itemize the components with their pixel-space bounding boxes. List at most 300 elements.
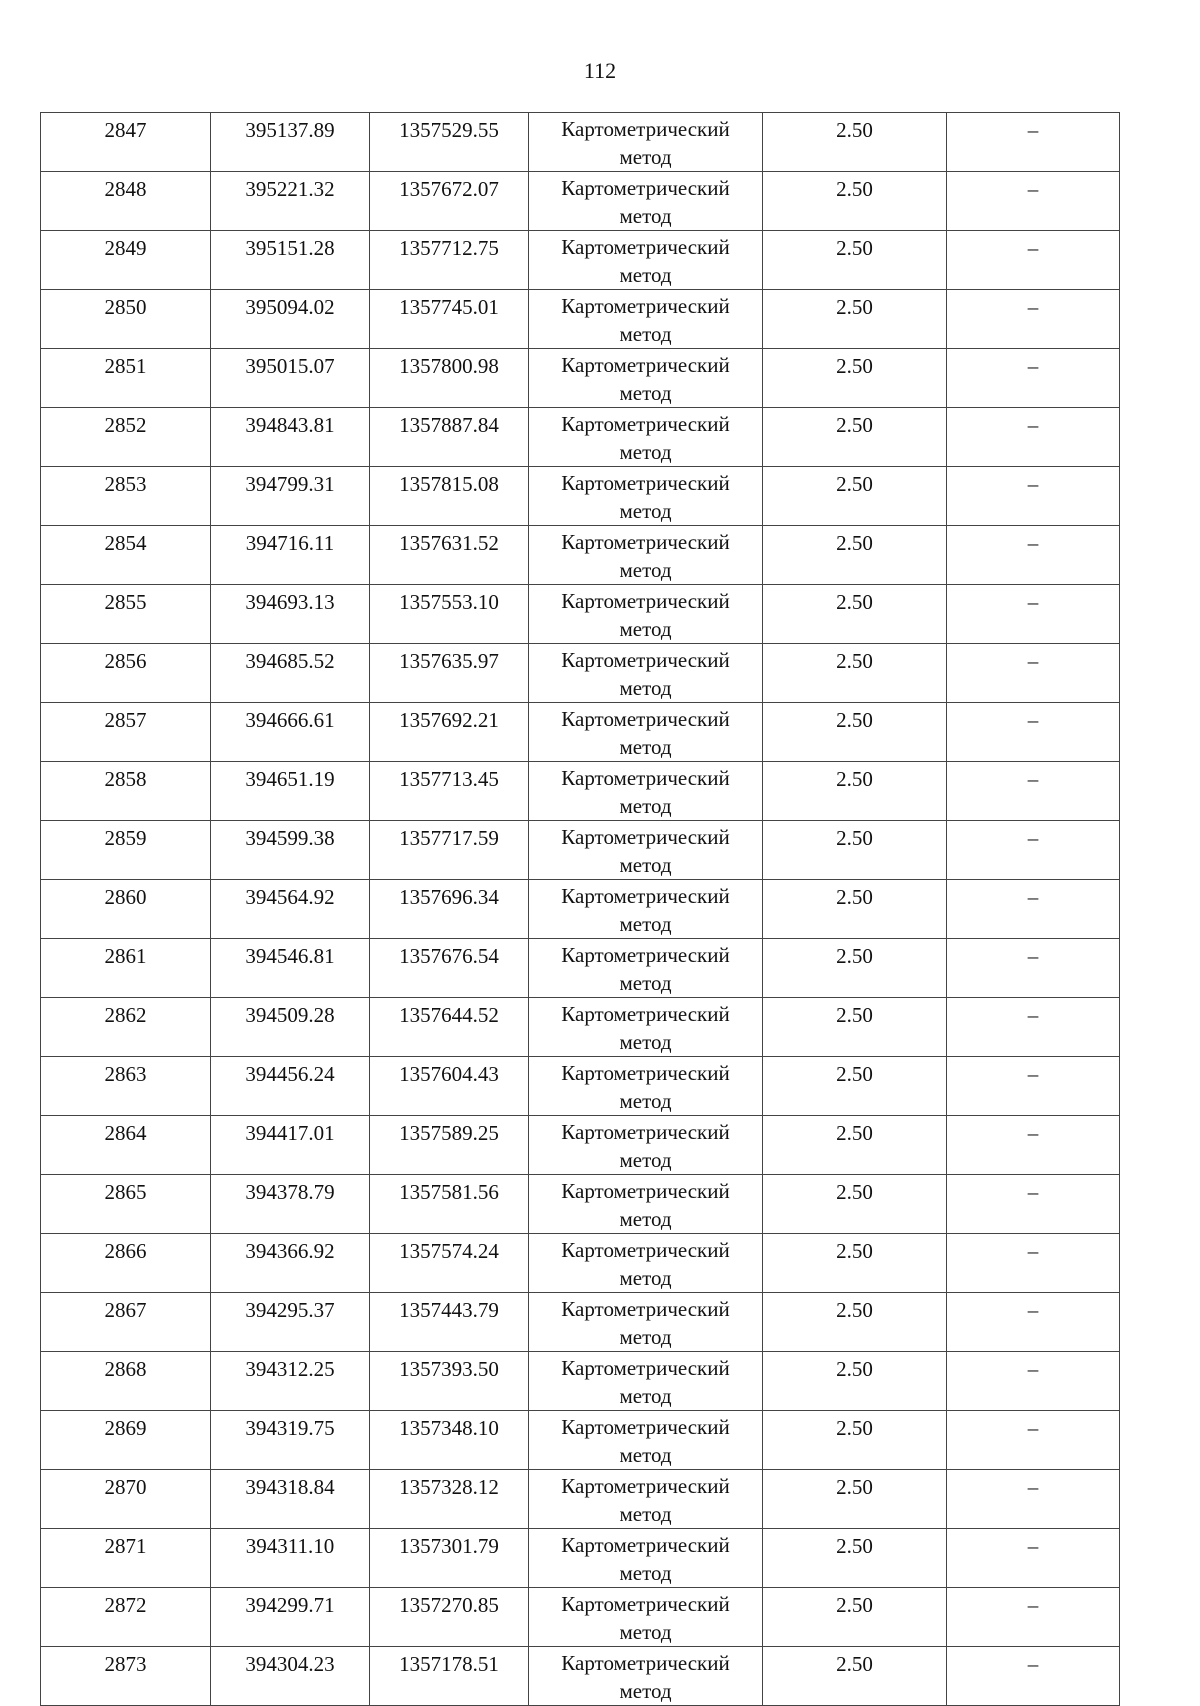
note-cell (947, 1529, 1120, 1588)
note-cell (947, 821, 1120, 880)
point-number-cell (41, 1411, 211, 1470)
method-cell (529, 349, 763, 408)
note-cell (947, 1647, 1120, 1706)
accuracy-cell (763, 1352, 947, 1411)
point-number-text: 2858 (104, 767, 147, 791)
method-cell (529, 1057, 763, 1116)
method-cell (529, 1293, 763, 1352)
y-coordinate-text: 1357270.85 (399, 1593, 499, 1617)
x-coordinate-text: 394456.24 (245, 1062, 335, 1086)
note-text: – (1027, 944, 1039, 968)
method-line-2: метод (619, 676, 672, 700)
note-text: – (1027, 531, 1039, 555)
point-number-text: 2857 (104, 708, 147, 732)
page-number: 112 (583, 58, 617, 83)
table-row (41, 939, 1120, 998)
method-line-1: Картометрический (561, 1651, 730, 1675)
table-row (41, 408, 1120, 467)
x-coordinate-cell (211, 1470, 370, 1529)
note-cell (947, 703, 1120, 762)
method-line-1: Картометрический (561, 117, 730, 141)
x-coordinate-cell (211, 1234, 370, 1293)
accuracy-cell (763, 585, 947, 644)
y-coordinate-cell (370, 1647, 529, 1706)
accuracy-cell (763, 1411, 947, 1470)
method-line-1: Картометрический (561, 766, 730, 790)
y-coordinate-cell (370, 1529, 529, 1588)
y-coordinate-text: 1357887.84 (399, 413, 499, 437)
point-number-cell (41, 703, 211, 762)
accuracy-text: 2.50 (836, 649, 873, 673)
method-line-2: метод (619, 1384, 672, 1408)
note-cell (947, 585, 1120, 644)
x-coordinate-text: 394366.92 (245, 1239, 335, 1263)
method-cell (529, 1116, 763, 1175)
accuracy-cell (763, 349, 947, 408)
method-line-1: Картометрический (561, 943, 730, 967)
table-row (41, 762, 1120, 821)
accuracy-cell (763, 939, 947, 998)
y-coordinate-cell (370, 821, 529, 880)
accuracy-cell (763, 880, 947, 939)
y-coordinate-text: 1357644.52 (399, 1003, 499, 1027)
x-coordinate-cell (211, 1411, 370, 1470)
x-coordinate-text: 394651.19 (245, 767, 335, 791)
method-line-1: Картометрический (561, 294, 730, 318)
point-number-cell (41, 939, 211, 998)
note-text: – (1027, 649, 1039, 673)
method-line-1: Картометрический (561, 1592, 730, 1616)
y-coordinate-text: 1357604.43 (399, 1062, 499, 1086)
point-number-cell (41, 1470, 211, 1529)
x-coordinate-cell (211, 1529, 370, 1588)
y-coordinate-text: 1357581.56 (399, 1180, 499, 1204)
accuracy-cell (763, 231, 947, 290)
x-coordinate-text: 394295.37 (245, 1298, 335, 1322)
x-coordinate-text: 394716.11 (245, 531, 335, 555)
method-line-1: Картометрический (561, 1061, 730, 1085)
table-row (41, 1175, 1120, 1234)
y-coordinate-cell (370, 880, 529, 939)
x-coordinate-cell (211, 172, 370, 231)
point-number-cell (41, 231, 211, 290)
note-text: – (1027, 826, 1039, 850)
accuracy-text: 2.50 (836, 1357, 873, 1381)
x-coordinate-cell (211, 349, 370, 408)
accuracy-text: 2.50 (836, 826, 873, 850)
x-coordinate-cell (211, 762, 370, 821)
method-line-2: метод (619, 1030, 672, 1054)
y-coordinate-cell (370, 113, 529, 172)
method-line-2: метод (619, 558, 672, 582)
table-row (41, 1588, 1120, 1647)
point-number-text: 2872 (104, 1593, 147, 1617)
y-coordinate-text: 1357178.51 (399, 1652, 499, 1676)
method-line-1: Картометрический (561, 589, 730, 613)
accuracy-cell (763, 1470, 947, 1529)
method-line-2: метод (619, 322, 672, 346)
method-cell (529, 526, 763, 585)
note-cell (947, 998, 1120, 1057)
note-text: – (1027, 413, 1039, 437)
y-coordinate-cell (370, 231, 529, 290)
method-cell (529, 880, 763, 939)
y-coordinate-text: 1357574.24 (399, 1239, 499, 1263)
point-number-cell (41, 290, 211, 349)
y-coordinate-text: 1357745.01 (399, 295, 499, 319)
table-row (41, 880, 1120, 939)
accuracy-cell (763, 1529, 947, 1588)
accuracy-text: 2.50 (836, 1180, 873, 1204)
x-coordinate-text: 394546.81 (245, 944, 335, 968)
accuracy-text: 2.50 (836, 236, 873, 260)
y-coordinate-cell (370, 1293, 529, 1352)
point-number-cell (41, 1588, 211, 1647)
table-row (41, 349, 1120, 408)
y-coordinate-text: 1357672.07 (399, 177, 499, 201)
accuracy-text: 2.50 (836, 531, 873, 555)
note-cell (947, 113, 1120, 172)
note-cell (947, 1411, 1120, 1470)
table-row (41, 998, 1120, 1057)
y-coordinate-cell (370, 998, 529, 1057)
method-line-1: Картометрический (561, 1120, 730, 1144)
table-row (41, 467, 1120, 526)
method-line-2: метод (619, 971, 672, 995)
note-cell (947, 231, 1120, 290)
x-coordinate-text: 395151.28 (245, 236, 335, 260)
point-number-cell (41, 880, 211, 939)
y-coordinate-text: 1357676.54 (399, 944, 499, 968)
x-coordinate-cell (211, 1293, 370, 1352)
point-number-text: 2856 (104, 649, 147, 673)
y-coordinate-text: 1357589.25 (399, 1121, 499, 1145)
x-coordinate-text: 394378.79 (245, 1180, 335, 1204)
x-coordinate-text: 395015.07 (245, 354, 335, 378)
point-number-cell (41, 408, 211, 467)
y-coordinate-cell (370, 1411, 529, 1470)
y-coordinate-text: 1357553.10 (399, 590, 499, 614)
accuracy-cell (763, 1057, 947, 1116)
note-text: – (1027, 1298, 1039, 1322)
y-coordinate-text: 1357712.75 (399, 236, 499, 260)
accuracy-text: 2.50 (836, 177, 873, 201)
method-cell (529, 1588, 763, 1647)
method-line-2: метод (619, 440, 672, 464)
note-text: – (1027, 708, 1039, 732)
method-line-2: метод (619, 1561, 672, 1585)
y-coordinate-cell (370, 408, 529, 467)
method-line-1: Картометрический (561, 648, 730, 672)
coordinates-table-body (41, 113, 1120, 1706)
method-cell (529, 1647, 763, 1706)
method-cell (529, 644, 763, 703)
x-coordinate-text: 394843.81 (245, 413, 335, 437)
x-coordinate-text: 394304.23 (245, 1652, 335, 1676)
note-text: – (1027, 1593, 1039, 1617)
note-cell (947, 526, 1120, 585)
point-number-cell (41, 1293, 211, 1352)
method-line-1: Картометрический (561, 471, 730, 495)
accuracy-cell (763, 644, 947, 703)
x-coordinate-text: 394417.01 (245, 1121, 335, 1145)
point-number-text: 2864 (104, 1121, 147, 1145)
note-cell (947, 290, 1120, 349)
accuracy-cell (763, 762, 947, 821)
x-coordinate-cell (211, 113, 370, 172)
method-cell (529, 585, 763, 644)
point-number-text: 2848 (104, 177, 147, 201)
table-row (41, 231, 1120, 290)
point-number-text: 2862 (104, 1003, 147, 1027)
method-line-1: Картометрический (561, 1179, 730, 1203)
method-cell (529, 231, 763, 290)
x-coordinate-text: 395221.32 (245, 177, 335, 201)
note-text: – (1027, 885, 1039, 909)
note-text: – (1027, 236, 1039, 260)
method-line-2: метод (619, 912, 672, 936)
table-row (41, 1057, 1120, 1116)
method-line-2: метод (619, 1502, 672, 1526)
y-coordinate-cell (370, 1588, 529, 1647)
x-coordinate-cell (211, 1352, 370, 1411)
y-coordinate-text: 1357696.34 (399, 885, 499, 909)
y-coordinate-text: 1357301.79 (399, 1534, 499, 1558)
y-coordinate-cell (370, 1057, 529, 1116)
x-coordinate-cell (211, 1116, 370, 1175)
accuracy-text: 2.50 (836, 1652, 873, 1676)
accuracy-cell (763, 1234, 947, 1293)
accuracy-cell (763, 467, 947, 526)
x-coordinate-text: 395094.02 (245, 295, 335, 319)
accuracy-text: 2.50 (836, 1003, 873, 1027)
point-number-text: 2849 (104, 236, 147, 260)
x-coordinate-text: 394319.75 (245, 1416, 335, 1440)
table-row (41, 1411, 1120, 1470)
accuracy-text: 2.50 (836, 885, 873, 909)
x-coordinate-cell (211, 821, 370, 880)
method-line-1: Картометрический (561, 1002, 730, 1026)
point-number-text: 2865 (104, 1180, 147, 1204)
x-coordinate-text: 394318.84 (245, 1475, 335, 1499)
note-text: – (1027, 1416, 1039, 1440)
note-cell (947, 172, 1120, 231)
note-cell (947, 1588, 1120, 1647)
point-number-text: 2870 (104, 1475, 147, 1499)
accuracy-text: 2.50 (836, 1416, 873, 1440)
method-cell (529, 467, 763, 526)
method-line-2: метод (619, 1443, 672, 1467)
method-line-1: Картометрический (561, 1533, 730, 1557)
method-cell (529, 821, 763, 880)
table-row (41, 1470, 1120, 1529)
y-coordinate-text: 1357717.59 (399, 826, 499, 850)
note-text: – (1027, 1180, 1039, 1204)
point-number-text: 2869 (104, 1416, 147, 1440)
method-cell (529, 1175, 763, 1234)
accuracy-text: 2.50 (836, 1593, 873, 1617)
method-cell (529, 290, 763, 349)
note-text: – (1027, 767, 1039, 791)
accuracy-cell (763, 821, 947, 880)
method-line-2: метод (619, 1148, 672, 1172)
table-row (41, 821, 1120, 880)
x-coordinate-cell (211, 939, 370, 998)
note-text: – (1027, 118, 1039, 142)
method-cell (529, 1352, 763, 1411)
point-number-cell (41, 821, 211, 880)
method-line-2: метод (619, 1266, 672, 1290)
y-coordinate-cell (370, 1234, 529, 1293)
accuracy-text: 2.50 (836, 1298, 873, 1322)
x-coordinate-cell (211, 467, 370, 526)
method-cell (529, 1529, 763, 1588)
accuracy-text: 2.50 (836, 944, 873, 968)
accuracy-cell (763, 1293, 947, 1352)
y-coordinate-cell (370, 644, 529, 703)
method-cell (529, 113, 763, 172)
point-number-text: 2854 (104, 531, 147, 555)
y-coordinate-cell (370, 939, 529, 998)
table-row (41, 644, 1120, 703)
y-coordinate-text: 1357348.10 (399, 1416, 499, 1440)
accuracy-cell (763, 408, 947, 467)
note-cell (947, 1470, 1120, 1529)
note-text: – (1027, 1121, 1039, 1145)
coordinates-table (40, 112, 1120, 1706)
point-number-cell (41, 113, 211, 172)
point-number-text: 2852 (104, 413, 147, 437)
note-text: – (1027, 1652, 1039, 1676)
x-coordinate-text: 394311.10 (245, 1534, 335, 1558)
x-coordinate-cell (211, 526, 370, 585)
x-coordinate-cell (211, 1647, 370, 1706)
note-cell (947, 1116, 1120, 1175)
method-line-1: Картометрический (561, 1356, 730, 1380)
x-coordinate-text: 394799.31 (245, 472, 335, 496)
method-line-1: Картометрический (561, 235, 730, 259)
point-number-text: 2847 (104, 118, 147, 142)
table-row (41, 113, 1120, 172)
x-coordinate-cell (211, 998, 370, 1057)
y-coordinate-text: 1357328.12 (399, 1475, 499, 1499)
method-cell (529, 998, 763, 1057)
table-row (41, 1234, 1120, 1293)
method-line-2: метод (619, 381, 672, 405)
accuracy-cell (763, 526, 947, 585)
note-cell (947, 349, 1120, 408)
x-coordinate-text: 394299.71 (245, 1593, 335, 1617)
table-row (41, 526, 1120, 585)
method-cell (529, 1411, 763, 1470)
note-cell (947, 1175, 1120, 1234)
note-cell (947, 1234, 1120, 1293)
point-number-text: 2873 (104, 1652, 147, 1676)
accuracy-cell (763, 113, 947, 172)
x-coordinate-text: 394312.25 (245, 1357, 335, 1381)
note-text: – (1027, 1475, 1039, 1499)
method-cell (529, 939, 763, 998)
method-cell (529, 1234, 763, 1293)
point-number-cell (41, 172, 211, 231)
x-coordinate-cell (211, 585, 370, 644)
accuracy-cell (763, 998, 947, 1057)
method-cell (529, 172, 763, 231)
method-line-2: метод (619, 794, 672, 818)
note-text: – (1027, 590, 1039, 614)
point-number-text: 2860 (104, 885, 147, 909)
y-coordinate-cell (370, 467, 529, 526)
note-cell (947, 644, 1120, 703)
point-number-text: 2851 (104, 354, 147, 378)
method-line-1: Картометрический (561, 176, 730, 200)
table-row (41, 1293, 1120, 1352)
method-line-2: метод (619, 853, 672, 877)
note-cell (947, 1057, 1120, 1116)
point-number-cell (41, 1057, 211, 1116)
method-line-1: Картометрический (561, 707, 730, 731)
x-coordinate-cell (211, 1057, 370, 1116)
accuracy-text: 2.50 (836, 354, 873, 378)
y-coordinate-text: 1357529.55 (399, 118, 499, 142)
point-number-text: 2866 (104, 1239, 147, 1263)
table-row (41, 703, 1120, 762)
y-coordinate-text: 1357800.98 (399, 354, 499, 378)
note-text: – (1027, 472, 1039, 496)
y-coordinate-cell (370, 526, 529, 585)
method-line-1: Картометрический (561, 1474, 730, 1498)
accuracy-text: 2.50 (836, 413, 873, 437)
method-line-1: Картометрический (561, 412, 730, 436)
point-number-cell (41, 998, 211, 1057)
x-coordinate-text: 395137.89 (245, 118, 335, 142)
method-line-2: метод (619, 735, 672, 759)
accuracy-text: 2.50 (836, 708, 873, 732)
table-row (41, 1352, 1120, 1411)
method-cell (529, 762, 763, 821)
note-text: – (1027, 1062, 1039, 1086)
point-number-cell (41, 644, 211, 703)
accuracy-text: 2.50 (836, 590, 873, 614)
point-number-text: 2850 (104, 295, 147, 319)
method-line-2: метод (619, 263, 672, 287)
x-coordinate-cell (211, 408, 370, 467)
x-coordinate-text: 394693.13 (245, 590, 335, 614)
accuracy-text: 2.50 (836, 295, 873, 319)
x-coordinate-cell (211, 231, 370, 290)
point-number-cell (41, 1352, 211, 1411)
point-number-cell (41, 1116, 211, 1175)
table-row (41, 585, 1120, 644)
accuracy-cell (763, 703, 947, 762)
method-line-1: Картометрический (561, 884, 730, 908)
point-number-text: 2855 (104, 590, 147, 614)
x-coordinate-text: 394564.92 (245, 885, 335, 909)
note-cell (947, 880, 1120, 939)
point-number-cell (41, 1647, 211, 1706)
method-cell (529, 703, 763, 762)
x-coordinate-cell (211, 1175, 370, 1234)
y-coordinate-text: 1357635.97 (399, 649, 499, 673)
note-cell (947, 1352, 1120, 1411)
method-line-2: метод (619, 1207, 672, 1231)
y-coordinate-cell (370, 703, 529, 762)
point-number-cell (41, 467, 211, 526)
y-coordinate-text: 1357443.79 (399, 1298, 499, 1322)
accuracy-cell (763, 1588, 947, 1647)
x-coordinate-cell (211, 290, 370, 349)
accuracy-text: 2.50 (836, 1534, 873, 1558)
